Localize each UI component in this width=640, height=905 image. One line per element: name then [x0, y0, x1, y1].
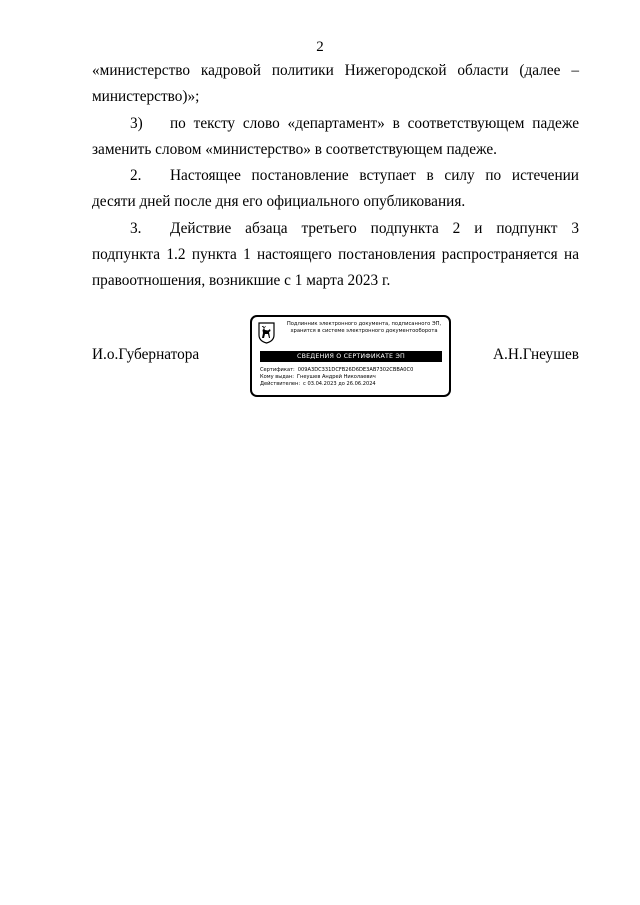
item-text: по тексту слово «департамент» в соответствующем падеже заменить словом «министерство» в соответствующем падеже.	[92, 114, 579, 158]
item-text: Действие абзаца третьего подпункта 2 и подпункт 3 подпункта 1.2 пункта 1 настоящего постановления распространяется на правоотношения, возникшие с 1 марта 2023 г.	[92, 219, 579, 290]
certificate-label: Сертификат:	[260, 367, 295, 373]
certificate-row	[260, 367, 445, 374]
signatory-position: И.о.Губернатора	[92, 346, 200, 363]
valid-value: с 03.04.2023 до 26.06.2024	[303, 380, 376, 387]
document-body	[92, 58, 579, 295]
issued-to-label: Кому выдан:	[260, 373, 294, 380]
stamp-header	[280, 321, 448, 335]
item-number: 3)	[130, 114, 143, 132]
valid-label: Действителен:	[260, 380, 301, 387]
stamp-certificate-title: СВЕДЕНИЯ О СЕРТИФИКАТЕ ЭП	[260, 351, 442, 362]
stamp-header-line: хранится в системе электронного документооборота	[290, 328, 438, 334]
signatory-name: А.Н.Гнеушев	[492, 346, 579, 363]
issued-to-row	[260, 374, 445, 381]
paragraph-item-3-effect	[92, 216, 579, 295]
nizhny-novgorod-deer-emblem-icon	[258, 322, 275, 344]
issued-to-value: Гнеушев Андрей Николаевич	[296, 373, 376, 380]
paragraph-item-2	[92, 163, 579, 216]
valid-row	[260, 381, 445, 388]
stamp-header-line: Подлинник электронного документа, подписанного ЭП,	[286, 321, 442, 327]
page-number: 2	[316, 39, 324, 55]
paragraph-ministry-name: «министерство кадровой политики Нижегородской области (далее – министерство)»;	[92, 62, 579, 106]
item-text: Настоящее постановление вступает в силу по истечении десяти дней после дня его официального опубликования.	[92, 167, 579, 211]
electronic-signature-stamp	[250, 315, 451, 397]
item-number: 2.	[130, 167, 142, 185]
paragraph-item-3	[92, 111, 579, 164]
stamp-certificate-details	[260, 367, 445, 387]
certificate-value: 009A3DC331DCFB26D6DE3AB7302CBBA0C0	[297, 367, 414, 373]
item-number: 3.	[130, 219, 142, 237]
